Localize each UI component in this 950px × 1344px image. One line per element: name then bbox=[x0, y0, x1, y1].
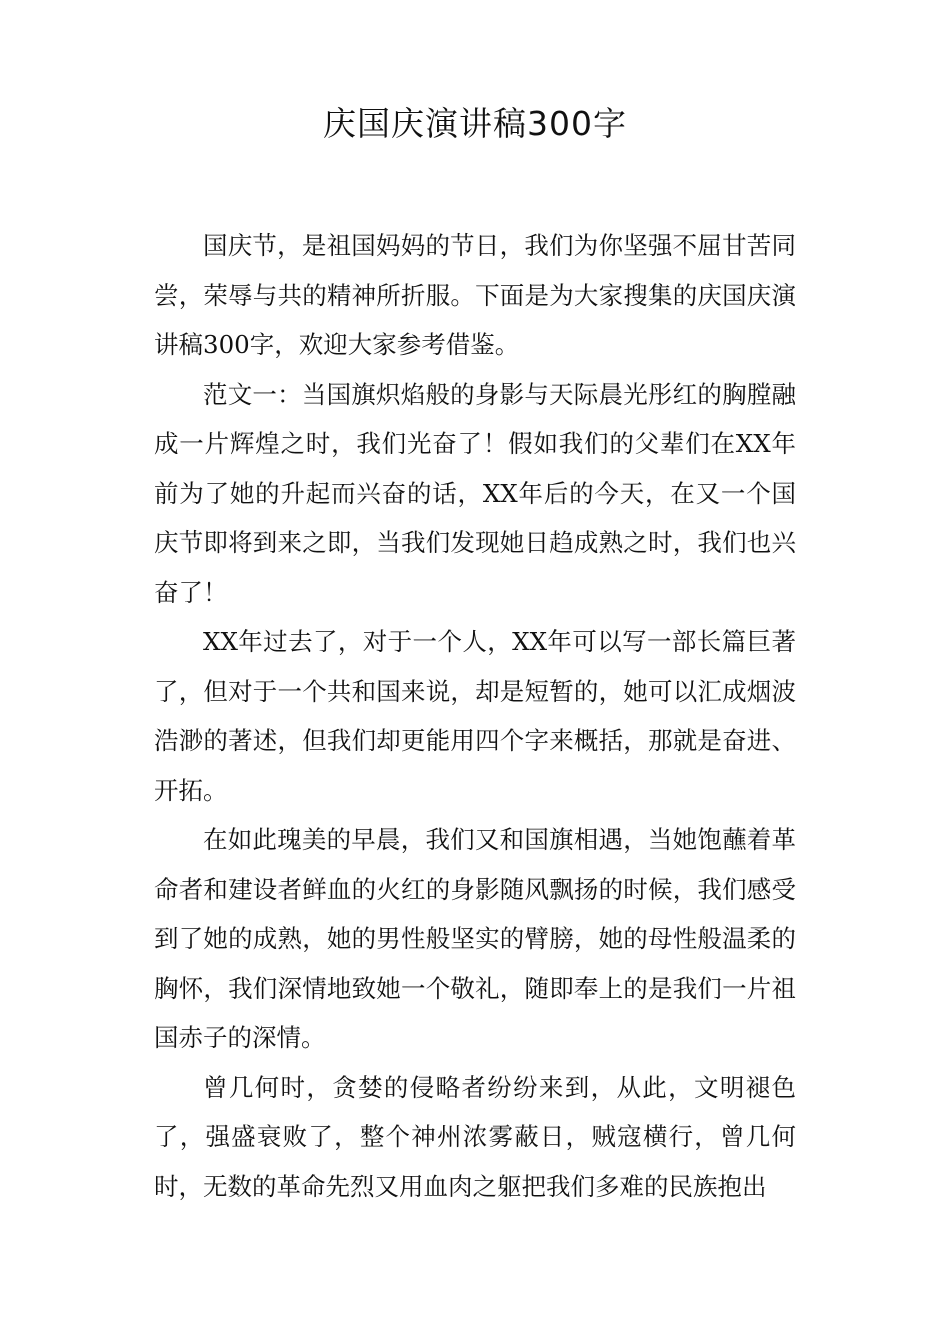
document-title: 庆国庆演讲稿300字 bbox=[323, 104, 627, 143]
paragraph-years-passed: XX年过去了，对于一个人，XX年可以写一部长篇巨著了，但对于一个共和国来说，却是短暂的，她可以汇成烟波浩渺的著述，但我们却更能用四个字来概括，那就是奋进、开拓。 bbox=[154, 627, 796, 805]
paragraph-intro: 国庆节，是祖国妈妈的节日，我们为你坚强不屈甘苦同尝，荣辱与共的精神所折服。下面是为大家搜集的庆国庆演讲稿300字，欢迎大家参考借鉴。 bbox=[154, 231, 796, 359]
paragraph-morning-flag: 在如此瑰美的早晨，我们又和国旗相遇，当她饱蘸着革命者和建设者鲜血的火红的身影随风飘扬的时候，我们感受到了她的成熟，她的男性般坚实的臂膀，她的母性般温柔的胸怀，我们深情地致她一个敬礼，随即奉上的是我们一片祖国赤子的深情。 bbox=[154, 825, 796, 1052]
paragraph-sample-one: 范文一：当国旗炽焰般的身影与天际晨光彤红的胸膛融成一片辉煌之时，我们光奋了！假如我们的父辈们在XX年前为了她的升起而兴奋的话，XX年后的今天，在又一个国庆节即将到来之即，当我们发现她日趋成熟之时，我们也兴奋了！ bbox=[154, 379, 796, 607]
paragraph-history: 曾几何时，贪婪的侵略者纷纷来到，从此，文明褪色了，强盛衰败了，整个神州浓雾蔽日，贼寇横行，曾几何时，无数的革命先烈又用血肉之躯把我们多难的民族抱出 bbox=[154, 1072, 796, 1201]
document-body bbox=[154, 221, 796, 1211]
